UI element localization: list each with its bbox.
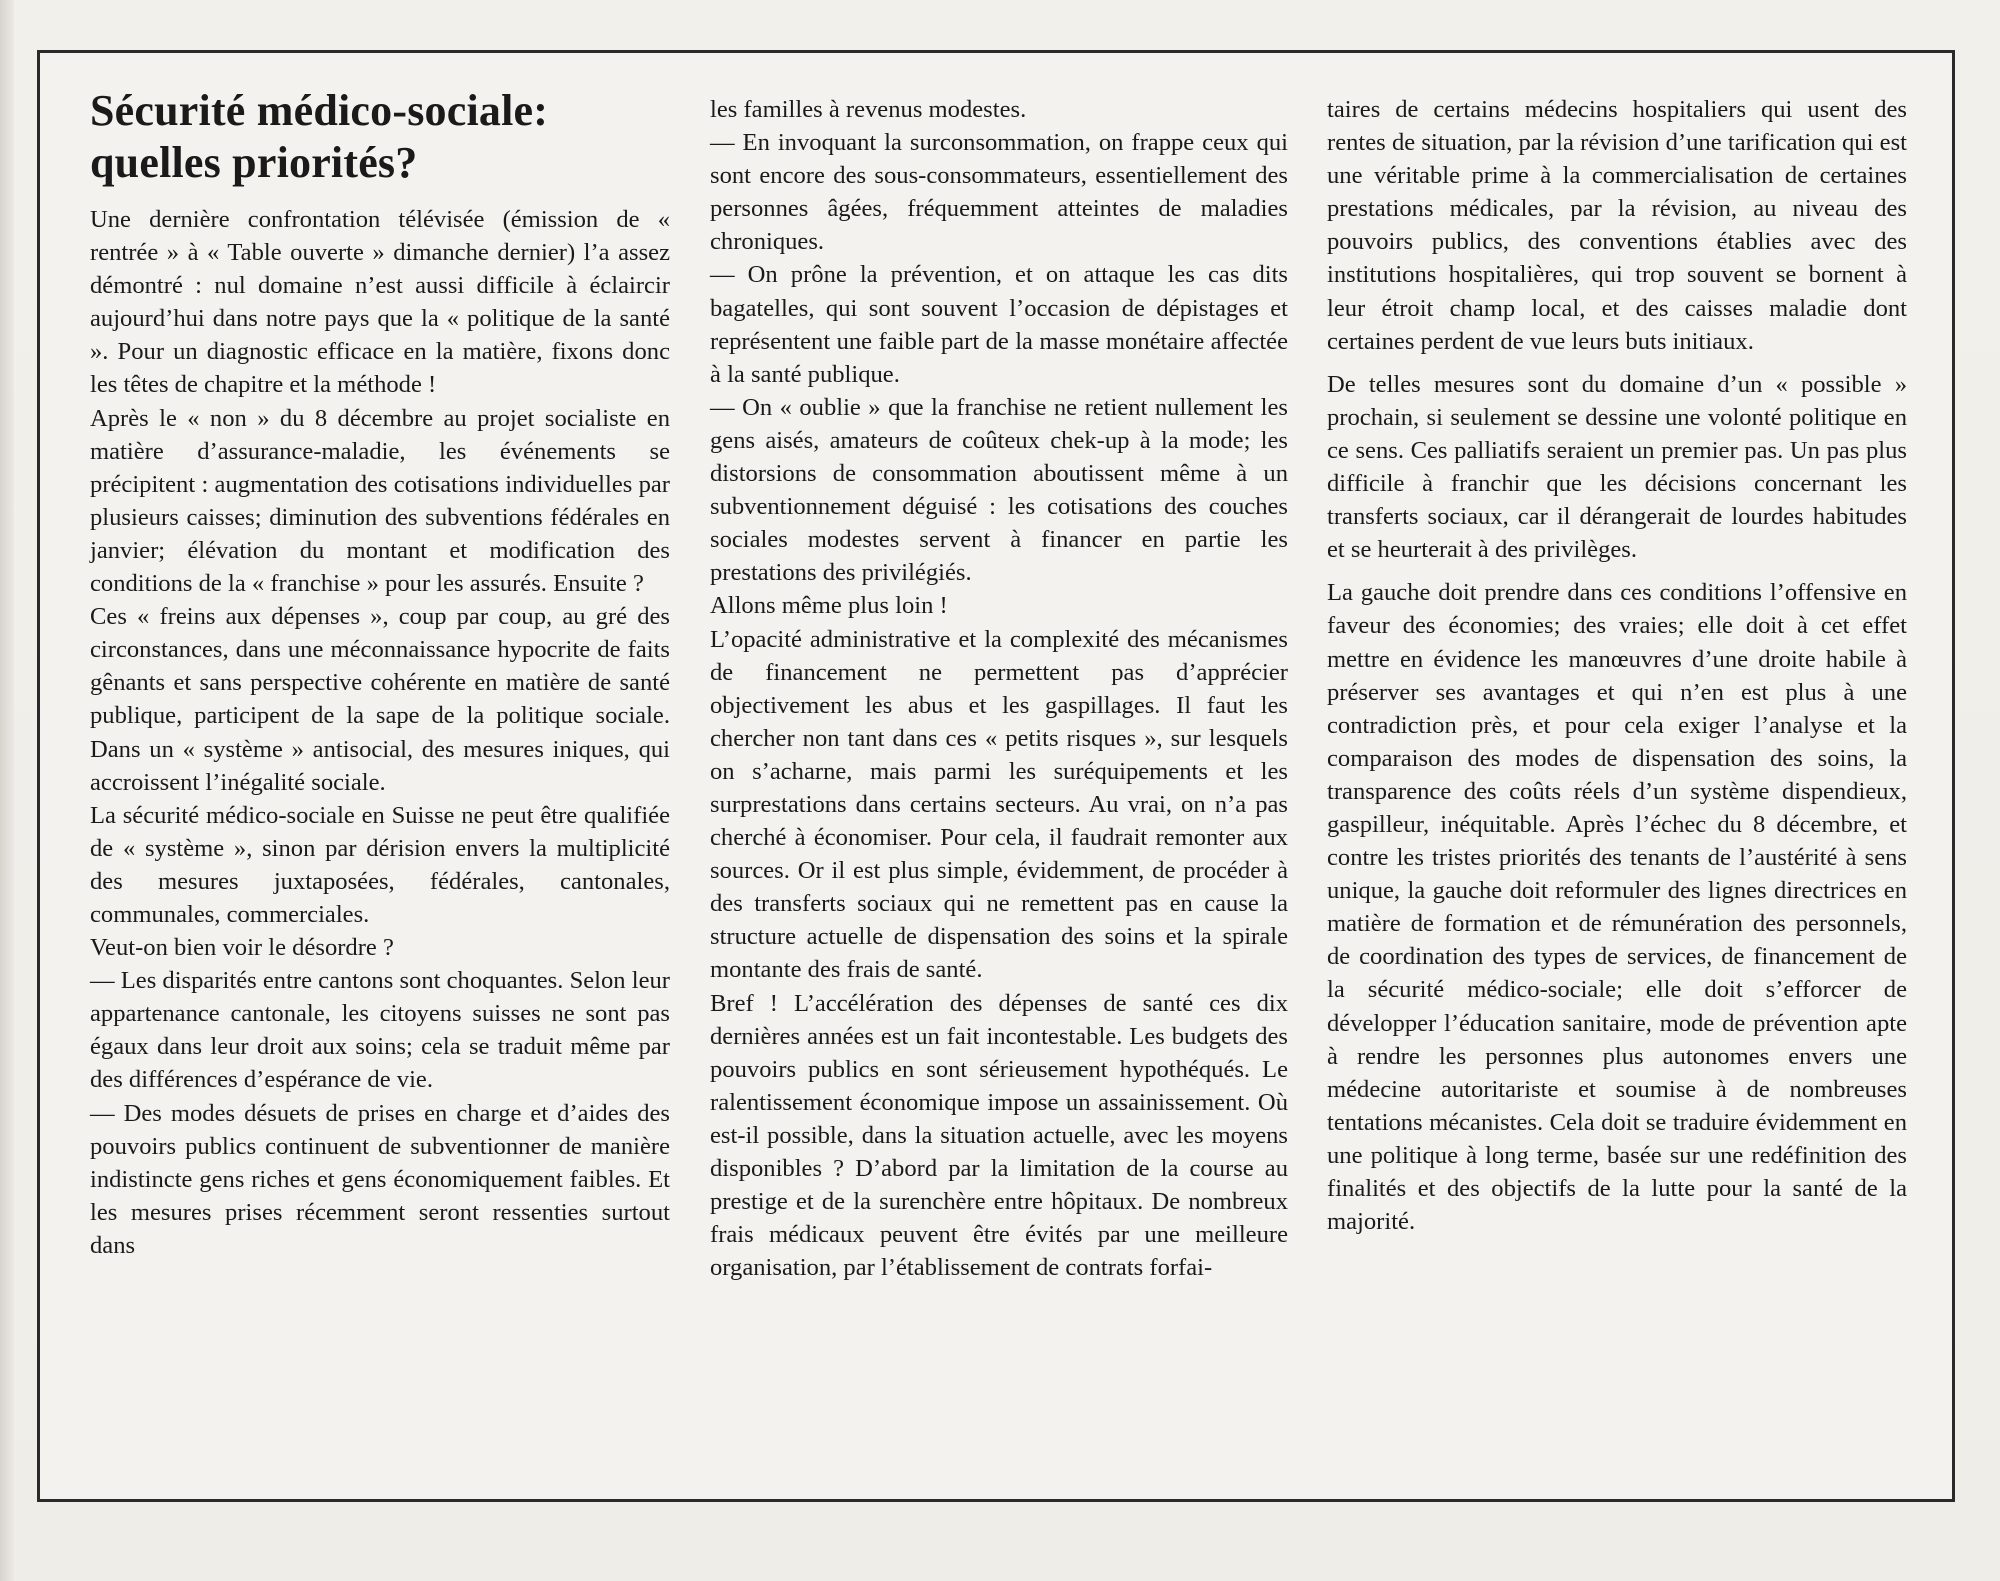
paragraph: Une dernière confrontation télévisée (émission de « rentrée » à « Table ouverte » dimanche dernier) l’a assez démontré : nul domaine n’est aussi difficile à éclaircir aujourd’hui dans notre pays que la « politique de la santé ». Pour un diagnostic efficace en la matière, fixons donc les têtes de chapitre et la méthode ! (90, 206, 670, 399)
column-1 (90, 85, 670, 1262)
paragraph: — On prône la prévention, et on attaque les cas dits bagatelles, qui sont souvent l’occasion de dépistages et représentent une faible part de la masse monétaire affectée à la santé publique. (710, 261, 1288, 388)
paragraph: les familles à revenus modestes. (710, 96, 1027, 123)
title-line-1: Sécurité médico-sociale: (90, 86, 549, 135)
paragraph: Après le « non » du 8 décembre au projet socialiste en matière d’assurance-maladie, les événements se précipitent : augmentation des cotisations individuelles par plusieurs caisses; diminution des subventions fédérales en janvier; élévation du montant et modification des conditions de la « franchise » pour les assurés. Ensuite ? (90, 404, 670, 598)
paragraph: — En invoquant la surconsommation, on frappe ceux qui sont encore des sous-consommateurs, essentiellement des personnes âgées, fréquemment atteintes de maladies chroniques. (710, 129, 1288, 256)
paragraph: De telles mesures sont du domaine d’un « possible » prochain, si seulement se dessine une volonté politique en ce sens. Ces palliatifs seraient un premier pas. Un pas plus difficile à franchir que les décisions concernant les transferts sociaux, car il dérangerait de lourdes habitudes et se heurterait à des privilèges. (1327, 370, 1907, 564)
paragraph: Allons même plus loin ! (710, 592, 948, 620)
paragraph: — Des modes désuets de prises en charge et d’aides des pouvoirs publics continuent de subventionner de manière indistincte gens riches et gens économiquement faibles. Et les mesures prises récemment seront ressenties surtout dans (90, 1099, 670, 1259)
article-frame (37, 50, 1955, 1502)
paragraph: taires de certains médecins hospitaliers qui usent des rentes de situation, par la révision d’une tarification qui est une véritable prime à la commercialisation de certaines prestations médicales, par la révision, au niveau des pouvoirs publics, des conventions établies avec des institutions hospitalières, qui trop souvent se bornent à leur étroit champ local, et des caisses maladie dont certaines perdent de vue leurs buts initiaux. (1327, 96, 1907, 355)
paragraph: La gauche doit prendre dans ces conditions l’offensive en faveur des économies; des vraies; elle doit à cet effet mettre en évidence les manœuvres d’une droite habile à préserver ses avantages et qui n’en est plus à une contradiction près, et pour cela exiger l’analyse et la comparaison des modes de dispensation des soins, la transparence des coûts réels d’un système dispendieux, gaspilleur, inéquitable. Après l’échec du 8 décembre, et contre les tristes priorités des tenants de l’austérité à sens unique, la gauche doit reformuler des lignes directrices en matière de formation et de rémunération des personnels, de coordination des types de services, de financement de la sécurité médico-sociale; elle doit s’efforcer de développer l’éducation sanitaire, mode de prévention apte à rendre les personnes plus autonomes envers une médecine autoritariste et soumise à de nombreuses tentations mécanistes. Cela doit se traduire évidemment en une politique à long terme, basée sur une redéfinition des finalités et des objectifs de la lutte pour la santé de la majorité. (1327, 579, 1907, 1236)
paragraph: La sécurité médico-sociale en Suisse ne peut être qualifiée de « système », sinon par dérision envers la multiplicité des mesures juxtaposées, fédérales, cantonales, communales, commerciales. (90, 801, 670, 928)
title-line-2: quelles priorités? (90, 138, 418, 187)
paragraph: Bref ! L’accélération des dépenses de santé ces dix dernières années est un fait incontestable. Les budgets des pouvoirs publics en sont sérieusement hypothéqués. Le ralentissement économique impose un assainissement. Où est-il possible, dans la situation actuelle, avec les moyens disponibles ? D’abord par la limitation de la course au prestige et de la surenchère entre hôpitaux. De nombreux frais médicaux peuvent être évités par une meilleure organisation, par l’établissement de contrats forfai- (710, 989, 1288, 1282)
column-2 (710, 93, 1288, 1284)
paragraph: Ces « freins aux dépenses », coup par coup, au gré des circonstances, dans une méconnaissance hypocrite de faits gênants et sans perspective cohérente en matière de santé publique, participent de la sape de la politique sociale. Dans un « système » antisocial, des mesures iniques, qui accroissent l’inégalité sociale. (90, 603, 670, 796)
paragraph: L’opacité administrative et la complexité des mécanismes de financement ne permettent pas d’apprécier objectivement les abus et les gaspillages. Il faut les chercher non tant dans ces « petits risques », sur lesquels on s’acharne, mais parmi les suréquipements et les surprestations dans certains secteurs. Au vrai, on n’a pas cherché à économiser. Pour cela, il faudrait remonter aux sources. Or il est plus simple, évidemment, de procéder à des transferts sociaux qui ne remettent pas en cause la structure actuelle de dispensation des soins et la spirale montante des frais de santé. (710, 625, 1288, 984)
paragraph: Veut-on bien voir le désordre ? (90, 934, 394, 962)
column-3 (1327, 93, 1907, 1238)
paragraph: — On « oublie » que la franchise ne retient nullement les gens aisés, amateurs de coûteux chek-up à la mode; les distorsions de consommation aboutissent même à un subventionnement déguisé : les cotisations des couches sociales modestes servent à financer en partie les prestations des privilégiés. (710, 393, 1288, 587)
paragraph: — Les disparités entre cantons sont choquantes. Selon leur appartenance cantonale, les citoyens suisses ne sont pas égaux dans leur droit aux soins; cela se traduit même par des différences d’espérance de vie. (90, 967, 670, 1094)
page-edge-shadow (0, 0, 14, 1581)
article-title (90, 85, 670, 189)
